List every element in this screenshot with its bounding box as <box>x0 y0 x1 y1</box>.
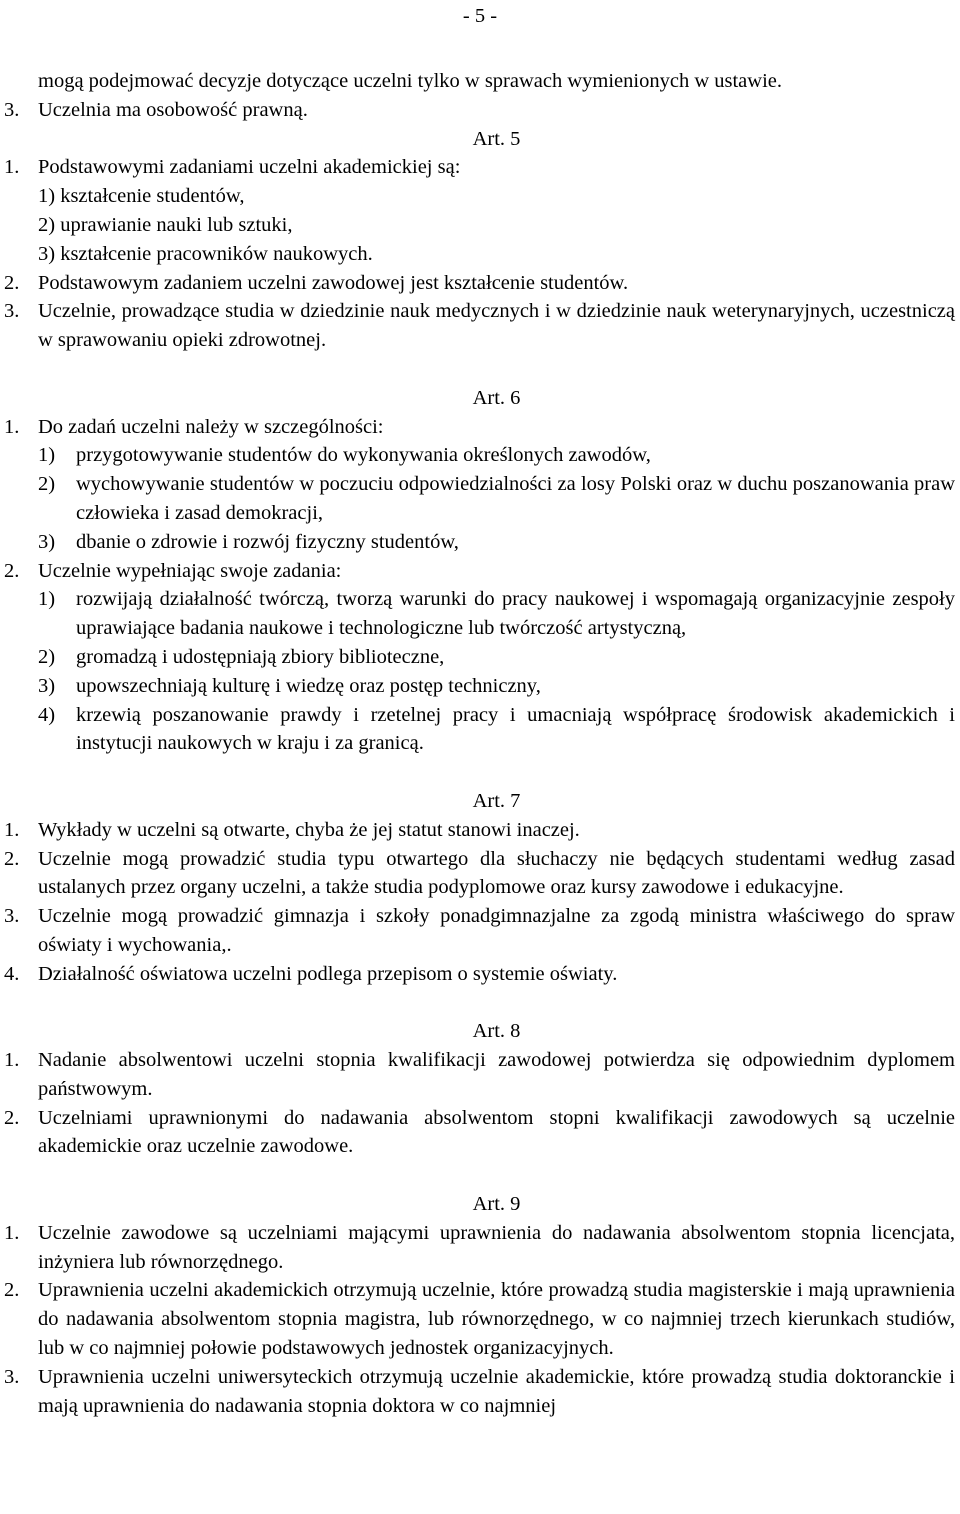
paragraph-number: 2. <box>4 1106 20 1129</box>
list-item-number: 2) <box>38 645 56 668</box>
spacer <box>4 989 955 1018</box>
page-number: - 5 - <box>462 5 498 27</box>
paragraph-text: Nadanie absolwentowi uczelni stopnia kwalifikacji zawodowej potwierdza się odpowiednim dyplomem państwowym. <box>38 1049 955 1100</box>
list-item: 3) kształcenie pracowników naukowych. <box>38 242 373 265</box>
list-item <box>4 643 955 672</box>
paragraph-number: 1. <box>4 1221 20 1244</box>
list-item-text: wychowywanie studentów w poczuciu odpowiedzialności za losy Polski oraz w duchu poszanowania praw człowieka i zasad demokracji, <box>76 473 955 524</box>
list-item-number: 3) <box>38 530 56 553</box>
paragraph-text: Podstawowym zadaniem uczelni zawodowej jest kształcenie studentów. <box>38 271 629 294</box>
paragraph-number: 3. <box>4 1365 20 1388</box>
list-item: 1) kształcenie studentów, <box>38 185 245 208</box>
paragraph-number: 2. <box>4 1279 20 1302</box>
list-item <box>4 672 955 701</box>
paragraph-number: 1. <box>4 818 20 841</box>
paragraph-text: Uczelnie mogą prowadzić gimnazja i szkoły ponadgimnazjalne za zgodą ministra właściwego do spraw oświaty i wychowania,. <box>38 905 955 956</box>
paragraph-text: Uczelnie, prowadzące studia w dziedzinie nauk medycznych i w dziedzinie nauk weterynaryjnych, uczestniczą w sprawowaniu opieki zdrowotnej. <box>38 300 955 352</box>
article-title: Art. 6 <box>472 386 521 409</box>
spacer <box>4 1161 955 1190</box>
paragraph <box>4 1104 955 1162</box>
paragraph <box>4 557 955 586</box>
list-item-text: dbanie o zdrowie i rozwój fizyczny studentów, <box>76 530 459 553</box>
list-item-number: 3) <box>38 674 56 697</box>
paragraph-text: Uczelnia ma osobowość prawną. <box>38 98 308 121</box>
list-item <box>4 441 955 470</box>
paragraph-text: Uprawnienia uczelni uniwersyteckich otrzymują uczelnie akademickie, które prowadzą studia doktoranckie i mają uprawnienia do nadawania stopnia doktora w co najmniej <box>38 1365 955 1417</box>
list-item-text: przygotowywanie studentów do wykonywania określonych zawodów, <box>76 444 651 467</box>
paragraph-number: 2. <box>4 559 20 582</box>
paragraph-number: 3. <box>4 98 20 121</box>
article-title: Art. 5 <box>472 127 521 150</box>
article-title: Art. 9 <box>472 1193 521 1216</box>
list-item-text: krzewią poszanowanie prawdy i rzetelnej pracy i umacniają współpracę środowisk akademickich i instytucji naukowych w kraju i za granicą. <box>76 703 955 755</box>
paragraph <box>4 153 955 182</box>
article-title: Art. 8 <box>472 1020 521 1043</box>
paragraph-text: Uczelniami uprawnionymi do nadawania absolwentom stopni kwalifikacji zawodowych są uczelnie akademickie oraz uczelnie zawodowe. <box>38 1106 955 1158</box>
spacer <box>4 355 955 384</box>
paragraph <box>4 96 955 125</box>
paragraph <box>4 269 955 298</box>
list-item-number: 2) <box>38 473 56 496</box>
list-item-number: 4) <box>38 703 56 726</box>
paragraph-number: 4. <box>4 962 20 985</box>
list-item-number: 1) <box>38 444 56 467</box>
list-item-text: upowszechniają kulturę i wiedzę oraz postęp techniczny, <box>76 674 541 697</box>
list-item-number: 1) <box>38 588 56 611</box>
paragraph <box>4 816 955 845</box>
paragraph-text: Wykłady w uczelni są otwarte, chyba że jej statut stanowi inaczej. <box>38 818 580 841</box>
article-title: Art. 7 <box>472 789 521 812</box>
paragraph-text: Uczelnie mogą prowadzić studia typu otwartego dla słuchaczy nie będących studentami według zasad ustalanych przez organy uczelni, a także studia podyplomowe oraz kursy zawodowe i edukacyjne. <box>38 847 955 899</box>
paragraph-number: 2. <box>4 847 20 870</box>
spacer <box>4 758 955 787</box>
paragraph <box>4 1363 955 1421</box>
continuation-line: mogą podejmować decyzje dotyczące uczelni tylko w sprawach wymienionych w ustawie. <box>38 70 782 92</box>
paragraph <box>4 1219 955 1277</box>
paragraph <box>4 1276 955 1362</box>
paragraph-number: 1. <box>4 415 20 438</box>
paragraph <box>4 960 955 989</box>
list-item-text: gromadzą i udostępniają zbiory biblioteczne, <box>76 645 445 668</box>
paragraph <box>4 902 955 960</box>
paragraph-text: Do zadań uczelni należy w szczególności: <box>38 415 384 438</box>
paragraph-number: 1. <box>4 156 20 179</box>
paragraph-text: Uczelnie wypełniając swoje zadania: <box>38 559 342 582</box>
paragraph-text: Działalność oświatowa uczelni podlega przepisom o systemie oświaty. <box>38 962 618 985</box>
document-body <box>4 67 955 1420</box>
paragraph-number: 3. <box>4 300 20 323</box>
list-item <box>4 585 955 643</box>
list-item-text: rozwijają działalność twórczą, tworzą warunki do pracy naukowej i wspomagają organizacyjnie zespoły uprawiające badania naukowe i technologiczne lub twórczość artystyczną, <box>76 588 955 640</box>
list-item <box>4 701 955 759</box>
paragraph <box>4 845 955 903</box>
list-item <box>4 470 955 528</box>
list-item <box>4 528 955 557</box>
paragraph-number: 2. <box>4 271 20 294</box>
paragraph-text: Uprawnienia uczelni akademickich otrzymują uczelnie, które prowadzą studia magisterskie i mają uprawnienia do nadawania absolwentom stopnia magistra, lub równorzędnego, w co najmniej trzech kierunkach studiów, lub w co najmniej połowie podstawowych jednostek organizacyjnych. <box>38 1279 955 1360</box>
list-item: 2) uprawianie nauki lub sztuki, <box>38 213 293 236</box>
paragraph-number: 1. <box>4 1049 20 1072</box>
paragraph <box>4 297 955 355</box>
paragraph-text: Uczelnie zawodowe są uczelniami mającymi uprawnienia do nadawania absolwentom stopnia licencjata, inżyniera lub równorzędnego. <box>38 1221 955 1273</box>
paragraph <box>4 413 955 442</box>
paragraph-text: Podstawowymi zadaniami uczelni akademickiej są: <box>38 156 461 179</box>
paragraph-number: 3. <box>4 905 20 928</box>
paragraph <box>4 1046 955 1104</box>
